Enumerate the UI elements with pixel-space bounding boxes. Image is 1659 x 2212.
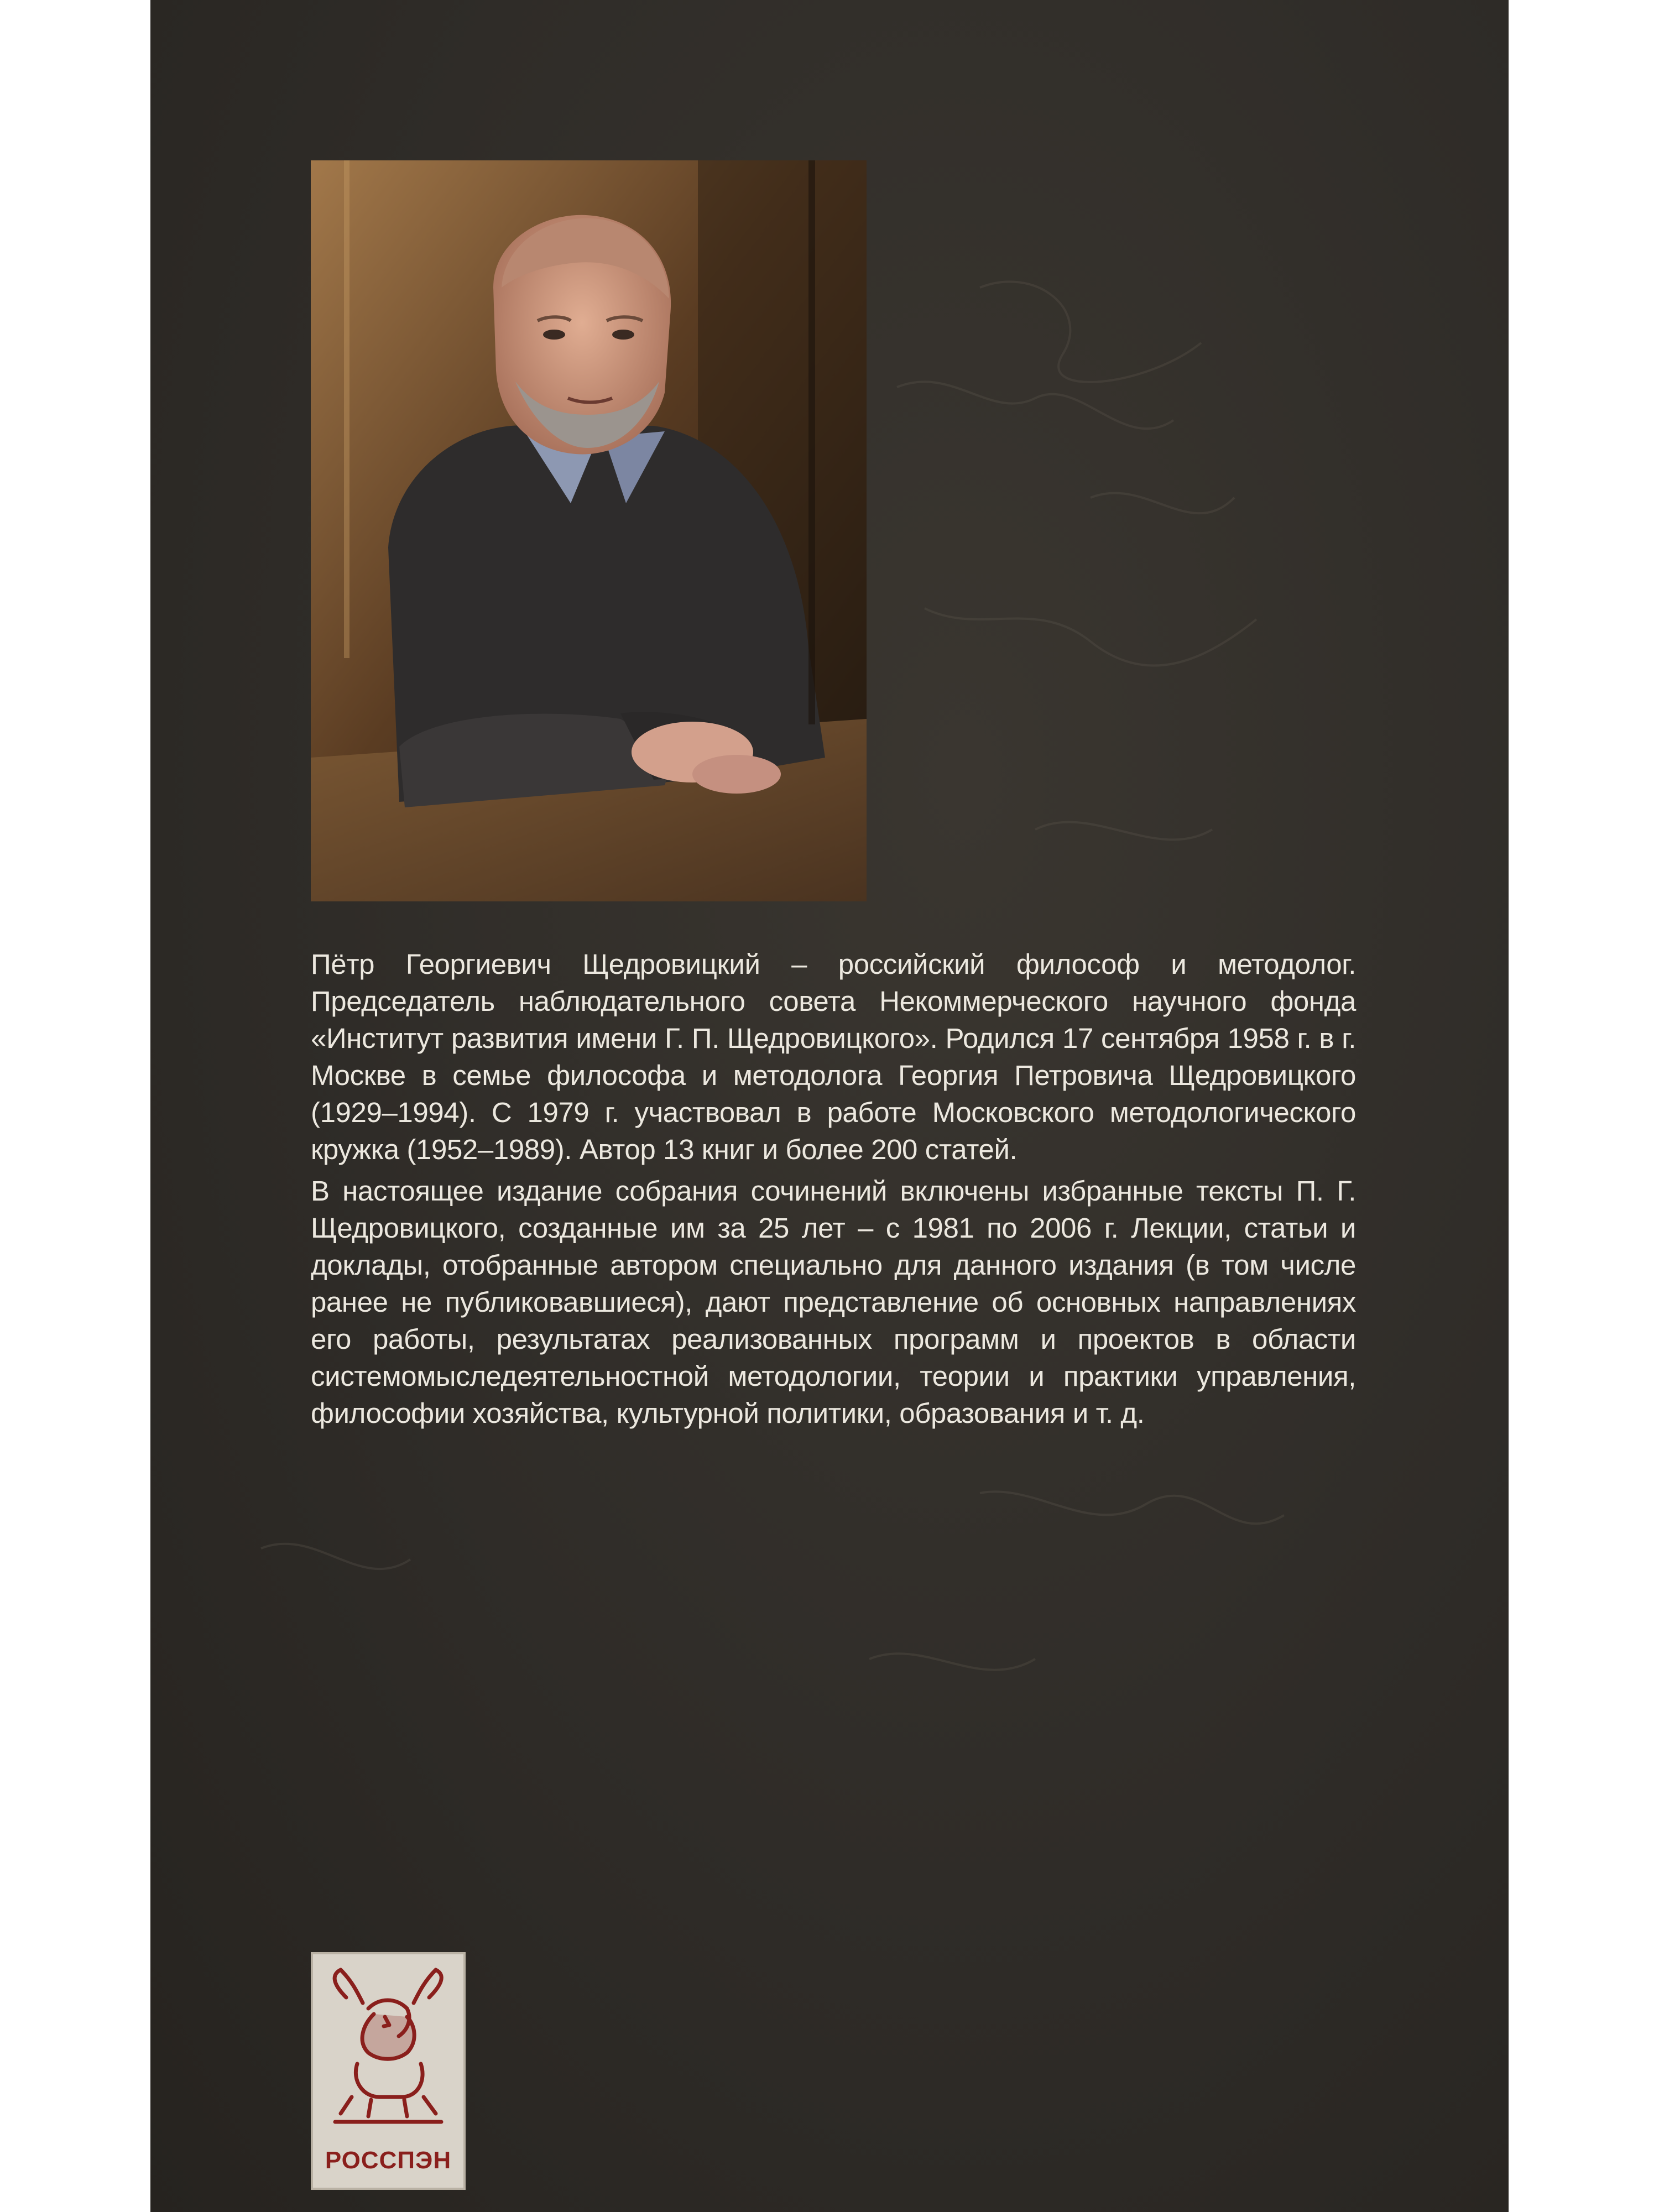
author-bio-paragraph: Пётр Георгиевич Щедровицкий – российский философ и методолог. Председатель наблюдательного совета Некоммерческого научного фонда «Институт развития имени Г. П. Щедровицкого». Родился 17 сентября 1958 г. в г. Москве в семье философа и методолога Георгия Петровича Щедровицкого (1929–1994). С 1979 г. участвовал в работе Московского методологического кружка (1952–1989). Автор 13 книг и более 200 статей. (311, 948, 1356, 1165)
edition-description-paragraph: В настоящее издание собрания сочинений включены избранные тексты П. Г. Щедровицкого, созданные им за 25 лет – с 1981 по 2006 г. Лекции, статьи и доклады, отобранные автором специально для данного издания (в том числе ранее не публиковавшиеся), дают представление об основных направлениях его работы, результатах реализованных программ и проектов в области системомыследеятельностной методологии, теории и практики управления, философии хозяйства, культурной политики, образования и т. д. (311, 1175, 1356, 1429)
griffin-icon (319, 1964, 458, 2130)
publisher-name: РОССПЭН (325, 2147, 452, 2174)
book-description (311, 946, 1356, 1432)
book-back-cover (150, 0, 1509, 2212)
publisher-logo (311, 1952, 466, 2190)
author-photo (311, 160, 867, 901)
